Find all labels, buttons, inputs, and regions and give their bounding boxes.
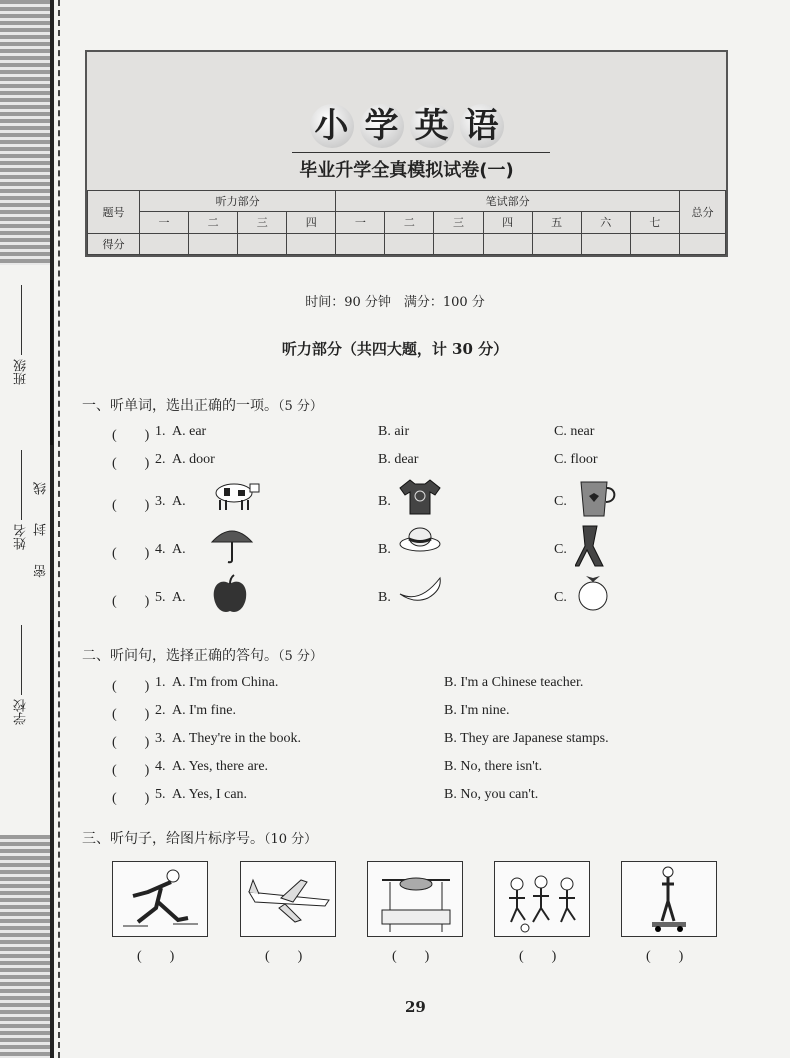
answer-blank[interactable]: ( ) [112, 679, 150, 694]
option-b[interactable]: B. [378, 494, 391, 509]
question-number: 1. [155, 675, 166, 690]
option-c[interactable]: C. near [554, 424, 595, 439]
title-char: 学 [360, 104, 404, 148]
answer-blank[interactable]: ( ) [112, 763, 150, 778]
col-label: 四 [483, 212, 532, 233]
answer-blank[interactable]: ( ) [112, 594, 150, 609]
section-title-text: 二、听问句，选择正确的答句。 [82, 648, 278, 664]
option-c[interactable]: C. [554, 494, 567, 509]
picture-answer-blank[interactable]: ( ) [392, 949, 430, 964]
question-number: 2. [155, 703, 166, 718]
answer-blank[interactable]: ( ) [112, 498, 150, 513]
question-number: 1. [155, 424, 166, 439]
exam-subtitle: 毕业升学全真模拟试卷(一) [299, 160, 514, 181]
banana-image [398, 572, 442, 602]
writing-header: 笔试部分 [336, 191, 680, 212]
row-label: 题号 [88, 191, 140, 234]
score-cell[interactable] [189, 233, 238, 254]
section-points: （5 分） [278, 649, 323, 664]
score-row-label: 得分 [88, 233, 140, 254]
skating-picture [112, 861, 208, 937]
option-b[interactable]: B. They are Japanese stamps. [444, 731, 609, 746]
score-cell[interactable] [483, 233, 532, 254]
score-cell[interactable] [238, 233, 287, 254]
exam-title [87, 104, 726, 148]
total-header: 总分 [680, 191, 726, 234]
tshirt-image [398, 476, 442, 516]
question-number: 4. [155, 759, 166, 774]
name-label: 姓名 [14, 524, 29, 550]
title-char: 英 [410, 104, 454, 148]
title-divider [292, 152, 550, 153]
col-label: 七 [630, 212, 679, 233]
option-b[interactable]: B. [378, 542, 391, 557]
option-c[interactable]: C. [554, 542, 567, 557]
exam-info: 时间：90 分钟 满分：100 分 [305, 295, 485, 310]
question-number: 2. [155, 452, 166, 467]
answer-blank[interactable]: ( ) [112, 428, 150, 443]
skateboard-picture [621, 861, 717, 937]
score-cell[interactable] [434, 233, 483, 254]
option-b[interactable]: B. No, there isn't. [444, 759, 543, 774]
col-label: 一 [140, 212, 189, 233]
picture-answer-blank[interactable]: ( ) [519, 949, 557, 964]
question-number: 3. [155, 731, 166, 746]
option-a[interactable]: A. Yes, I can. [172, 787, 248, 802]
option-c[interactable]: C. [554, 590, 567, 605]
answer-blank[interactable]: ( ) [112, 707, 150, 722]
question-row [0, 675, 790, 699]
col-label: 二 [189, 212, 238, 233]
option-a[interactable]: A. [172, 494, 186, 509]
section2-title [82, 645, 323, 665]
barbecue-picture [367, 861, 463, 937]
picture-answer-blank[interactable]: ( ) [646, 949, 684, 964]
seal-dashed-line [58, 0, 60, 1058]
option-a[interactable]: A. I'm from China. [172, 675, 279, 690]
option-a[interactable]: A. ear [172, 424, 207, 439]
answer-blank[interactable]: ( ) [112, 546, 150, 561]
col-label: 六 [581, 212, 630, 233]
col-label: 三 [238, 212, 287, 233]
score-cell[interactable] [287, 233, 336, 254]
listening-header: 听力部分 [140, 191, 336, 212]
question-number: 3. [155, 494, 166, 509]
col-label: 二 [385, 212, 434, 233]
score-cell[interactable] [532, 233, 581, 254]
option-b[interactable]: B. dear [378, 452, 419, 467]
question-row [0, 787, 790, 811]
answer-blank[interactable]: ( ) [112, 735, 150, 750]
section-title-text: 一、听单词，选出正确的一项。 [82, 398, 278, 414]
margin-thick-line [50, 620, 53, 780]
question-number: 4. [155, 542, 166, 557]
section-points: （10 分） [264, 832, 318, 847]
score-cell[interactable] [581, 233, 630, 254]
question-number: 5. [155, 590, 166, 605]
binding-stripes-bottom [0, 835, 50, 1058]
class-label: 班级 [14, 359, 29, 385]
apple-image [210, 572, 250, 616]
umbrella-image [210, 524, 254, 564]
score-cell[interactable] [336, 233, 385, 254]
score-cell[interactable] [385, 233, 434, 254]
score-cell[interactable] [680, 233, 726, 254]
option-a[interactable]: A. Yes, there are. [172, 759, 269, 774]
picture-answer-blank[interactable]: ( ) [137, 949, 175, 964]
listening-heading: 听力部分（共四大题，计 30 分） [281, 340, 509, 358]
col-label: 四 [287, 212, 336, 233]
school-label: 学校 [14, 699, 29, 725]
question-row [0, 538, 790, 562]
section1-title [82, 395, 323, 415]
option-b[interactable]: B. [378, 590, 391, 605]
question-row [0, 731, 790, 755]
question-row [0, 490, 790, 514]
option-b[interactable]: B. air [378, 424, 410, 439]
score-cell[interactable] [630, 233, 679, 254]
option-b[interactable]: B. I'm nine. [444, 703, 510, 718]
binding-stripes-top [0, 0, 50, 265]
section-points: （5 分） [278, 399, 323, 414]
option-a[interactable]: A. [172, 542, 186, 557]
section-title-text: 三、听句子，给图片标序号。 [82, 831, 264, 847]
col-label: 五 [532, 212, 581, 233]
score-table [87, 190, 726, 255]
scarf-image [575, 524, 605, 568]
option-a[interactable]: A. door [172, 452, 215, 467]
col-label: 三 [434, 212, 483, 233]
airplane-picture [240, 861, 336, 937]
question-row [0, 703, 790, 727]
option-a[interactable]: A. I'm fine. [172, 703, 236, 718]
exam-header [85, 50, 728, 257]
children-running-picture [494, 861, 590, 937]
option-c[interactable]: C. floor [554, 452, 598, 467]
question-row [0, 424, 790, 448]
page-number: 29 [405, 998, 426, 1016]
answer-blank[interactable]: ( ) [112, 456, 150, 471]
option-a[interactable]: A. [172, 590, 186, 605]
question-number: 5. [155, 787, 166, 802]
cow-image [210, 476, 262, 512]
hat-image [398, 524, 442, 554]
seal-line-label: 密 封 线 [34, 470, 49, 578]
title-char: 语 [460, 104, 504, 148]
title-char: 小 [310, 104, 354, 148]
section3-title [82, 828, 317, 848]
orange-image [575, 572, 611, 612]
answer-blank[interactable]: ( ) [112, 791, 150, 806]
cup-image [575, 476, 619, 520]
col-label: 一 [336, 212, 385, 233]
option-a[interactable]: A. They're in the book. [172, 731, 302, 746]
score-cell[interactable] [140, 233, 189, 254]
picture-answer-blank[interactable]: ( ) [265, 949, 303, 964]
question-row [0, 586, 790, 610]
option-b[interactable]: B. No, you can't. [444, 787, 539, 802]
question-row [0, 452, 790, 476]
option-b[interactable]: B. I'm a Chinese teacher. [444, 675, 584, 690]
question-row [0, 759, 790, 783]
